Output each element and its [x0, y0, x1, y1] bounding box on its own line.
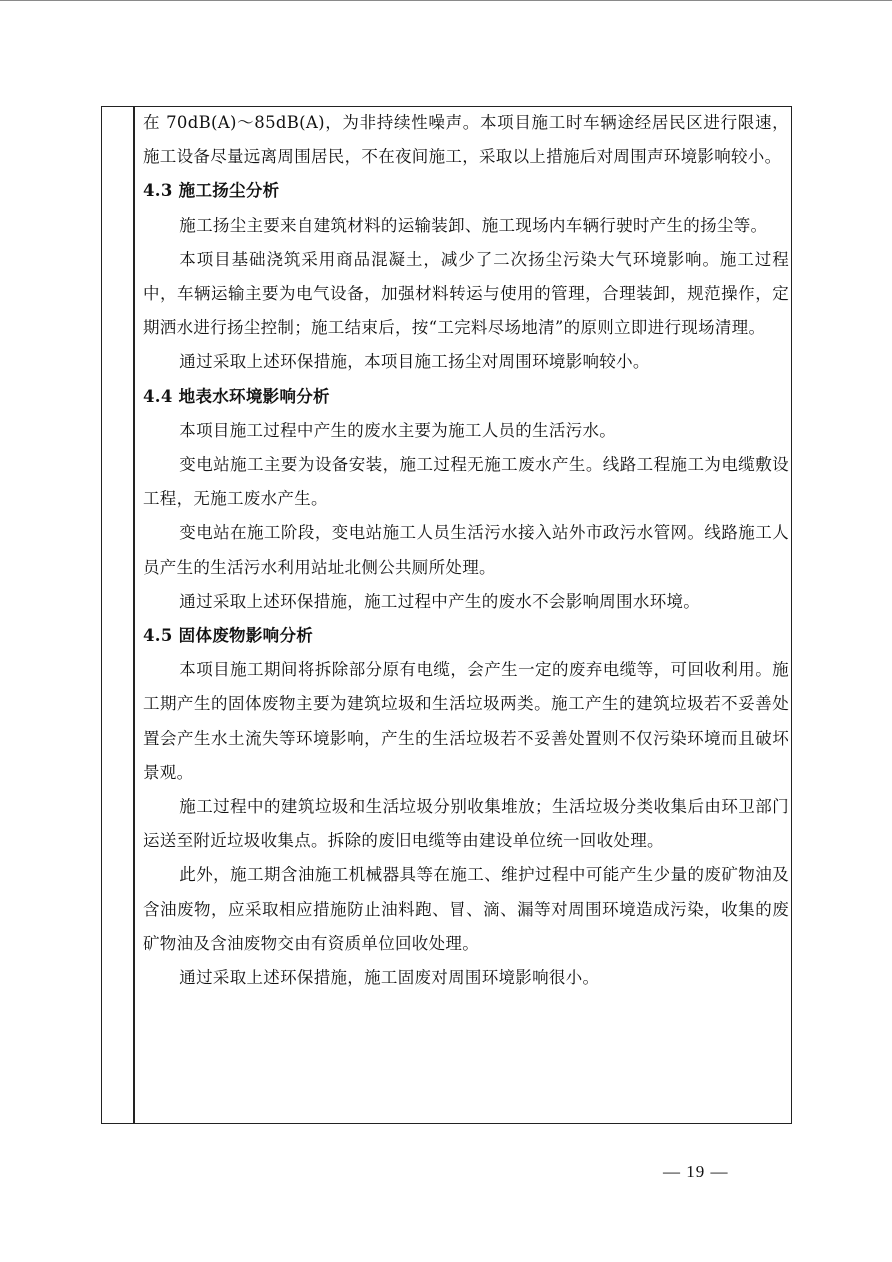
paragraph: 通过采取上述环保措施，施工过程中产生的废水不会影响周围水环境。: [179, 591, 701, 611]
paragraph: 在 70dB(A)～85dB(A)，为非持续性噪声。本项目施工时车辆途经居民区进行限速，施工设备尽量远离周围居民，不在夜间施工，采取以上措施后对周围声环境影响较小。: [143, 113, 789, 167]
paragraph: 通过采取上述环保措施，施工固废对周围环境影响很小。: [179, 968, 600, 988]
paragraph: 此外，施工期含油施工机械器具等在施工、维护过程中可能产生少量的废矿物油及含油废物，应采取相应措施防止油料跑、冒、滴、漏等对周围环境造成污染，收集的废矿物油及含油废物交由有资质单位回收处理。: [143, 865, 789, 953]
section-heading: 4.4 地表水环境影响分析: [143, 386, 330, 406]
paragraph: 通过采取上述环保措施，本项目施工扬尘对周围环境影响较小。: [179, 352, 650, 372]
paragraph: 变电站在施工阶段，变电站施工人员生活污水接入站外市政污水管网。线路施工人员产生的生活污水利用站址北侧公共厕所处理。: [143, 523, 789, 577]
page-number: — 19 —: [663, 1162, 729, 1181]
document-body: [143, 106, 789, 995]
paragraph: 变电站施工主要为设备安装，施工过程无施工废水产生。线路工程施工为电缆敷设工程，无施工废水产生。: [143, 455, 789, 509]
table-column-divider: [133, 106, 135, 1124]
paragraph: 本项目基础浇筑采用商品混凝土，减少了二次扬尘污染大气环境影响。施工过程中，车辆运输主要为电气设备，加强材料转运与使用的管理，合理装卸，规范操作，定期洒水进行扬尘控制；施工结束后，按“工完料尽场地清”的原则立即进行现场清理。: [143, 249, 789, 338]
paragraph: 本项目施工过程中产生的废水主要为施工人员的生活污水。: [179, 420, 617, 440]
paragraph: 施工过程中的建筑垃圾和生活垃圾分别收集堆放；生活垃圾分类收集后由环卫部门运送至附近垃圾收集点。拆除的废旧电缆等由建设单位统一回收处理。: [143, 797, 789, 851]
page-top-rule: [0, 0, 892, 1]
paragraph: 施工扬尘主要来自建筑材料的运输装卸、施工现场内车辆行驶时产生的扬尘等。: [179, 215, 768, 235]
paragraph: 本项目施工期间将拆除部分原有电缆，会产生一定的废弃电缆等，可回收利用。施工期产生的固体废物主要为建筑垃圾和生活垃圾两类。施工产生的建筑垃圾若不妥善处置会产生水土流失等环境影响，产生的生活垃圾若不妥善处置则不仅污染环境而且破坏景观。: [143, 660, 789, 782]
section-heading: 4.3 施工扬尘分析: [143, 181, 280, 201]
section-heading: 4.5 固体废物影响分析: [143, 626, 314, 646]
